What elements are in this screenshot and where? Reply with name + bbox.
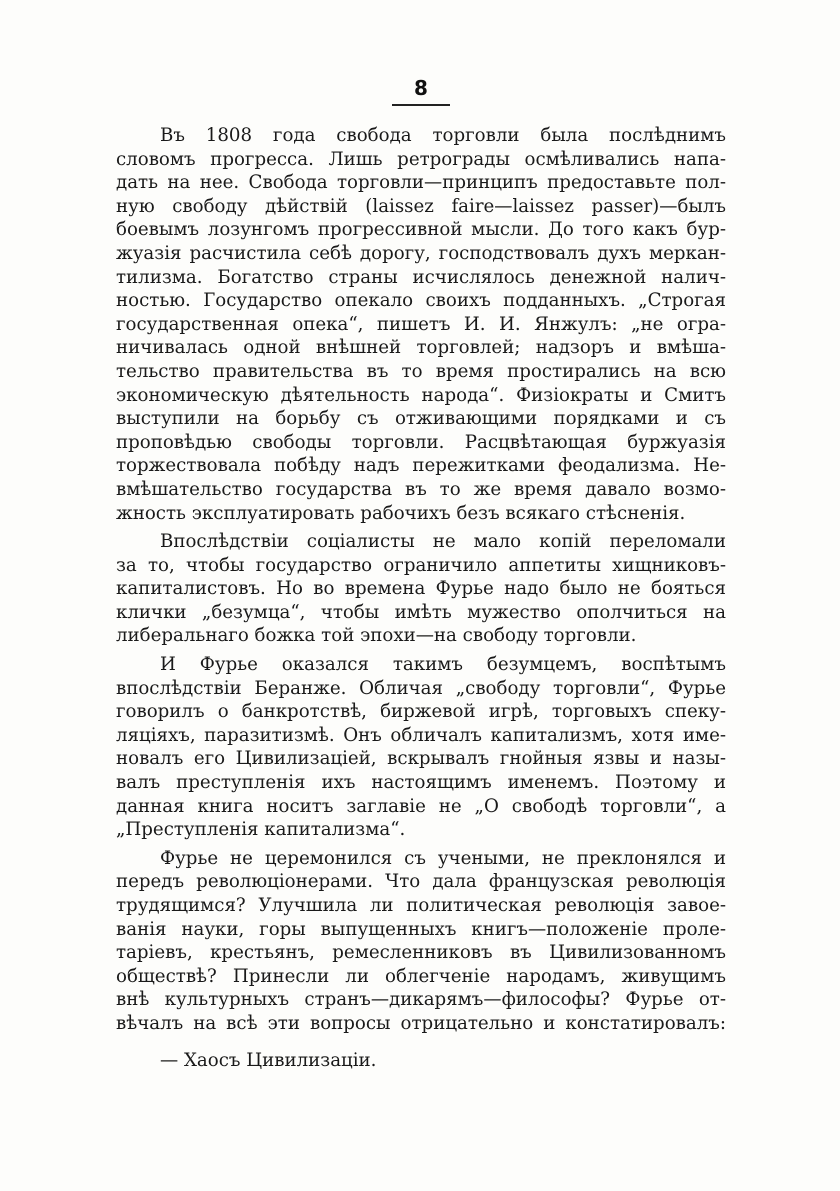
text-line: ную свободу дѣйствій (laissez faire—laissez passer)—былъ	[116, 195, 726, 217]
text-line: Фурье не церемонился съ учеными, не преклонялся и	[160, 847, 726, 869]
text-line: ничивалась одной внѣшней торговлей; надзоръ и вмѣша-	[116, 337, 726, 359]
text-line: ностью. Государство опекало своихъ подданныхъ. „Строгая	[116, 290, 726, 312]
text-line: тельство правительства въ то время простирались на всю	[116, 360, 726, 382]
text-line: жность эксплуатировать рабочихъ безъ всякаго стѣсненія.	[116, 502, 686, 524]
text-line: „Преступленія капитализма“.	[116, 819, 406, 841]
paragraph-2	[116, 530, 726, 648]
text-line: Впослѣдствіи соціалисты не мало копій переломали	[160, 531, 726, 553]
paragraph-4	[116, 847, 726, 1036]
text-line: торжествовала побѣду надъ пережитками феодализма. Не-	[116, 455, 726, 477]
text-line: валъ преступленія ихъ настоящимъ именемъ. Поэтому и	[116, 772, 726, 794]
text-line: государственная опека“, пишетъ И. И. Янжулъ: „не огра-	[116, 313, 726, 335]
text-line: тилизма. Богатство страны исчислялось денежной налич-	[116, 266, 726, 288]
text-line: боевымъ лозунгомъ прогрессивной мысли. До того какъ бур-	[116, 219, 726, 241]
text-line: обществѣ? Принесли ли облегченіе народамъ, живущимъ	[116, 965, 726, 987]
text-line: трудящимся? Улучшила ли политическая революція завое-	[116, 895, 726, 916]
text-line: данная книга носитъ заглавіе не „О свободѣ торговли“, а	[116, 795, 726, 817]
text-line: внѣ культурныхъ странъ—дикарямъ—философы? Фурье от-	[116, 989, 726, 1011]
text-line: впослѣдствіи Беранже. Обличая „свободу торговли“, Фурье	[116, 677, 726, 699]
paragraph-1	[116, 124, 726, 525]
closing-line: — Хаосъ Цивилизаціи.	[160, 1050, 377, 1071]
paragraph-3	[116, 653, 726, 842]
text-line: ванія науки, горы выпущенныхъ книгъ—положеніе проле-	[116, 918, 726, 940]
page-number-rule	[392, 104, 450, 106]
text-line: дать на нее. Свобода торговли—принципъ предоставьте пол-	[116, 172, 726, 194]
text-line: вѣчалъ на всѣ эти вопросы отрицательно и констатировалъ:	[116, 1012, 726, 1034]
text-line: говорилъ о банкротствѣ, биржевой игрѣ, торговыхъ спеку-	[116, 701, 726, 723]
text-line: вмѣшательство государства въ то же время давало возмо-	[116, 478, 726, 500]
text-line: клички „безумца“, чтобы имѣть мужество ополчиться на	[116, 601, 726, 623]
text-line: словомъ прогресса. Лишь ретрограды осмѣливались напа-	[116, 148, 726, 170]
text-line: либеральнаго божка той эпохи—на свободу торговли.	[116, 625, 637, 647]
text-line: выступили на борьбу съ отживающими порядками и съ	[116, 408, 726, 430]
text-line: передъ революціонерами. Что дала французская революція	[116, 871, 726, 893]
page-number: 8	[414, 76, 428, 100]
text-line: таріевъ, крестьянъ, ремесленниковъ въ Цивилизованномъ	[116, 942, 726, 964]
text-line: новалъ его Цивилизаціей, вскрывалъ гнойныя язвы и назы-	[116, 748, 726, 770]
text-line: капиталистовъ. Но во времена Фурье надо было не бояться	[116, 578, 726, 600]
text-line: проповѣдью свободы торговли. Расцвѣтающая буржуазія	[116, 431, 726, 453]
text-line: экономическую дѣятельность народа“. Физіократы и Смитъ	[116, 384, 726, 406]
text-line: за то, чтобы государство ограничило аппетиты хищниковъ-	[116, 554, 726, 576]
text-line: Въ 1808 года свобода торговли была послѣднимъ	[160, 125, 726, 146]
text-line: жуазія расчистила себѣ дорогу, господствовалъ духъ меркан-	[116, 242, 726, 264]
text-line: ляціяхъ, паразитизмѣ. Онъ обличалъ капитализмъ, хотя име-	[116, 724, 726, 746]
body-text	[116, 124, 726, 1036]
text-line: И Фурье оказался такимъ безумцемъ, воспѣтымъ	[160, 654, 726, 676]
